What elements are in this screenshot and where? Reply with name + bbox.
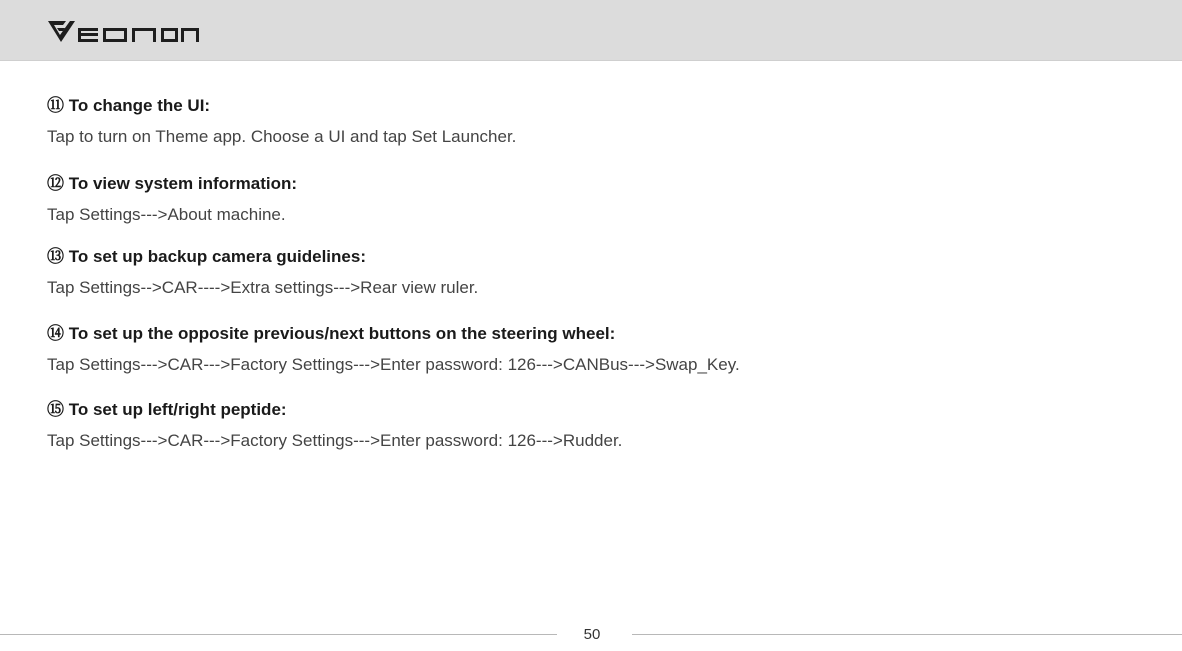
instruction-item xyxy=(47,398,1147,453)
eonon-logo xyxy=(48,19,200,45)
instruction-item xyxy=(47,322,1147,377)
instruction-title: ⑮ To set up left/right peptide: xyxy=(47,400,287,419)
instruction-item xyxy=(47,94,1147,149)
page-number: 50 xyxy=(583,626,601,643)
page-header xyxy=(0,0,1182,61)
instruction-body: Tap to turn on Theme app. Choose a UI and tap Set Launcher. xyxy=(47,127,517,146)
instruction-item xyxy=(47,245,1147,300)
instruction-title: ⑪ To change the UI: xyxy=(47,96,211,115)
instructions-list xyxy=(47,94,1147,453)
instruction-body: Tap Settings-->CAR---->Extra settings--->Rear view ruler. xyxy=(47,278,479,297)
instruction-title: ⑫ To view system information: xyxy=(47,174,298,193)
instruction-item xyxy=(47,172,1147,227)
instruction-body: Tap Settings--->About machine. xyxy=(47,205,286,224)
footer-divider-left xyxy=(0,634,557,635)
instruction-body: Tap Settings--->CAR--->Factory Settings--->Enter password: 126--->CANBus--->Swap_Key. xyxy=(47,355,740,374)
instruction-title: ⑭ To set up the opposite previous/next buttons on the steering wheel: xyxy=(47,324,616,343)
footer-divider-right xyxy=(632,634,1182,635)
instruction-title: ⑬ To set up backup camera guidelines: xyxy=(47,247,366,266)
instruction-body: Tap Settings--->CAR--->Factory Settings--->Enter password: 126--->Rudder. xyxy=(47,431,623,450)
